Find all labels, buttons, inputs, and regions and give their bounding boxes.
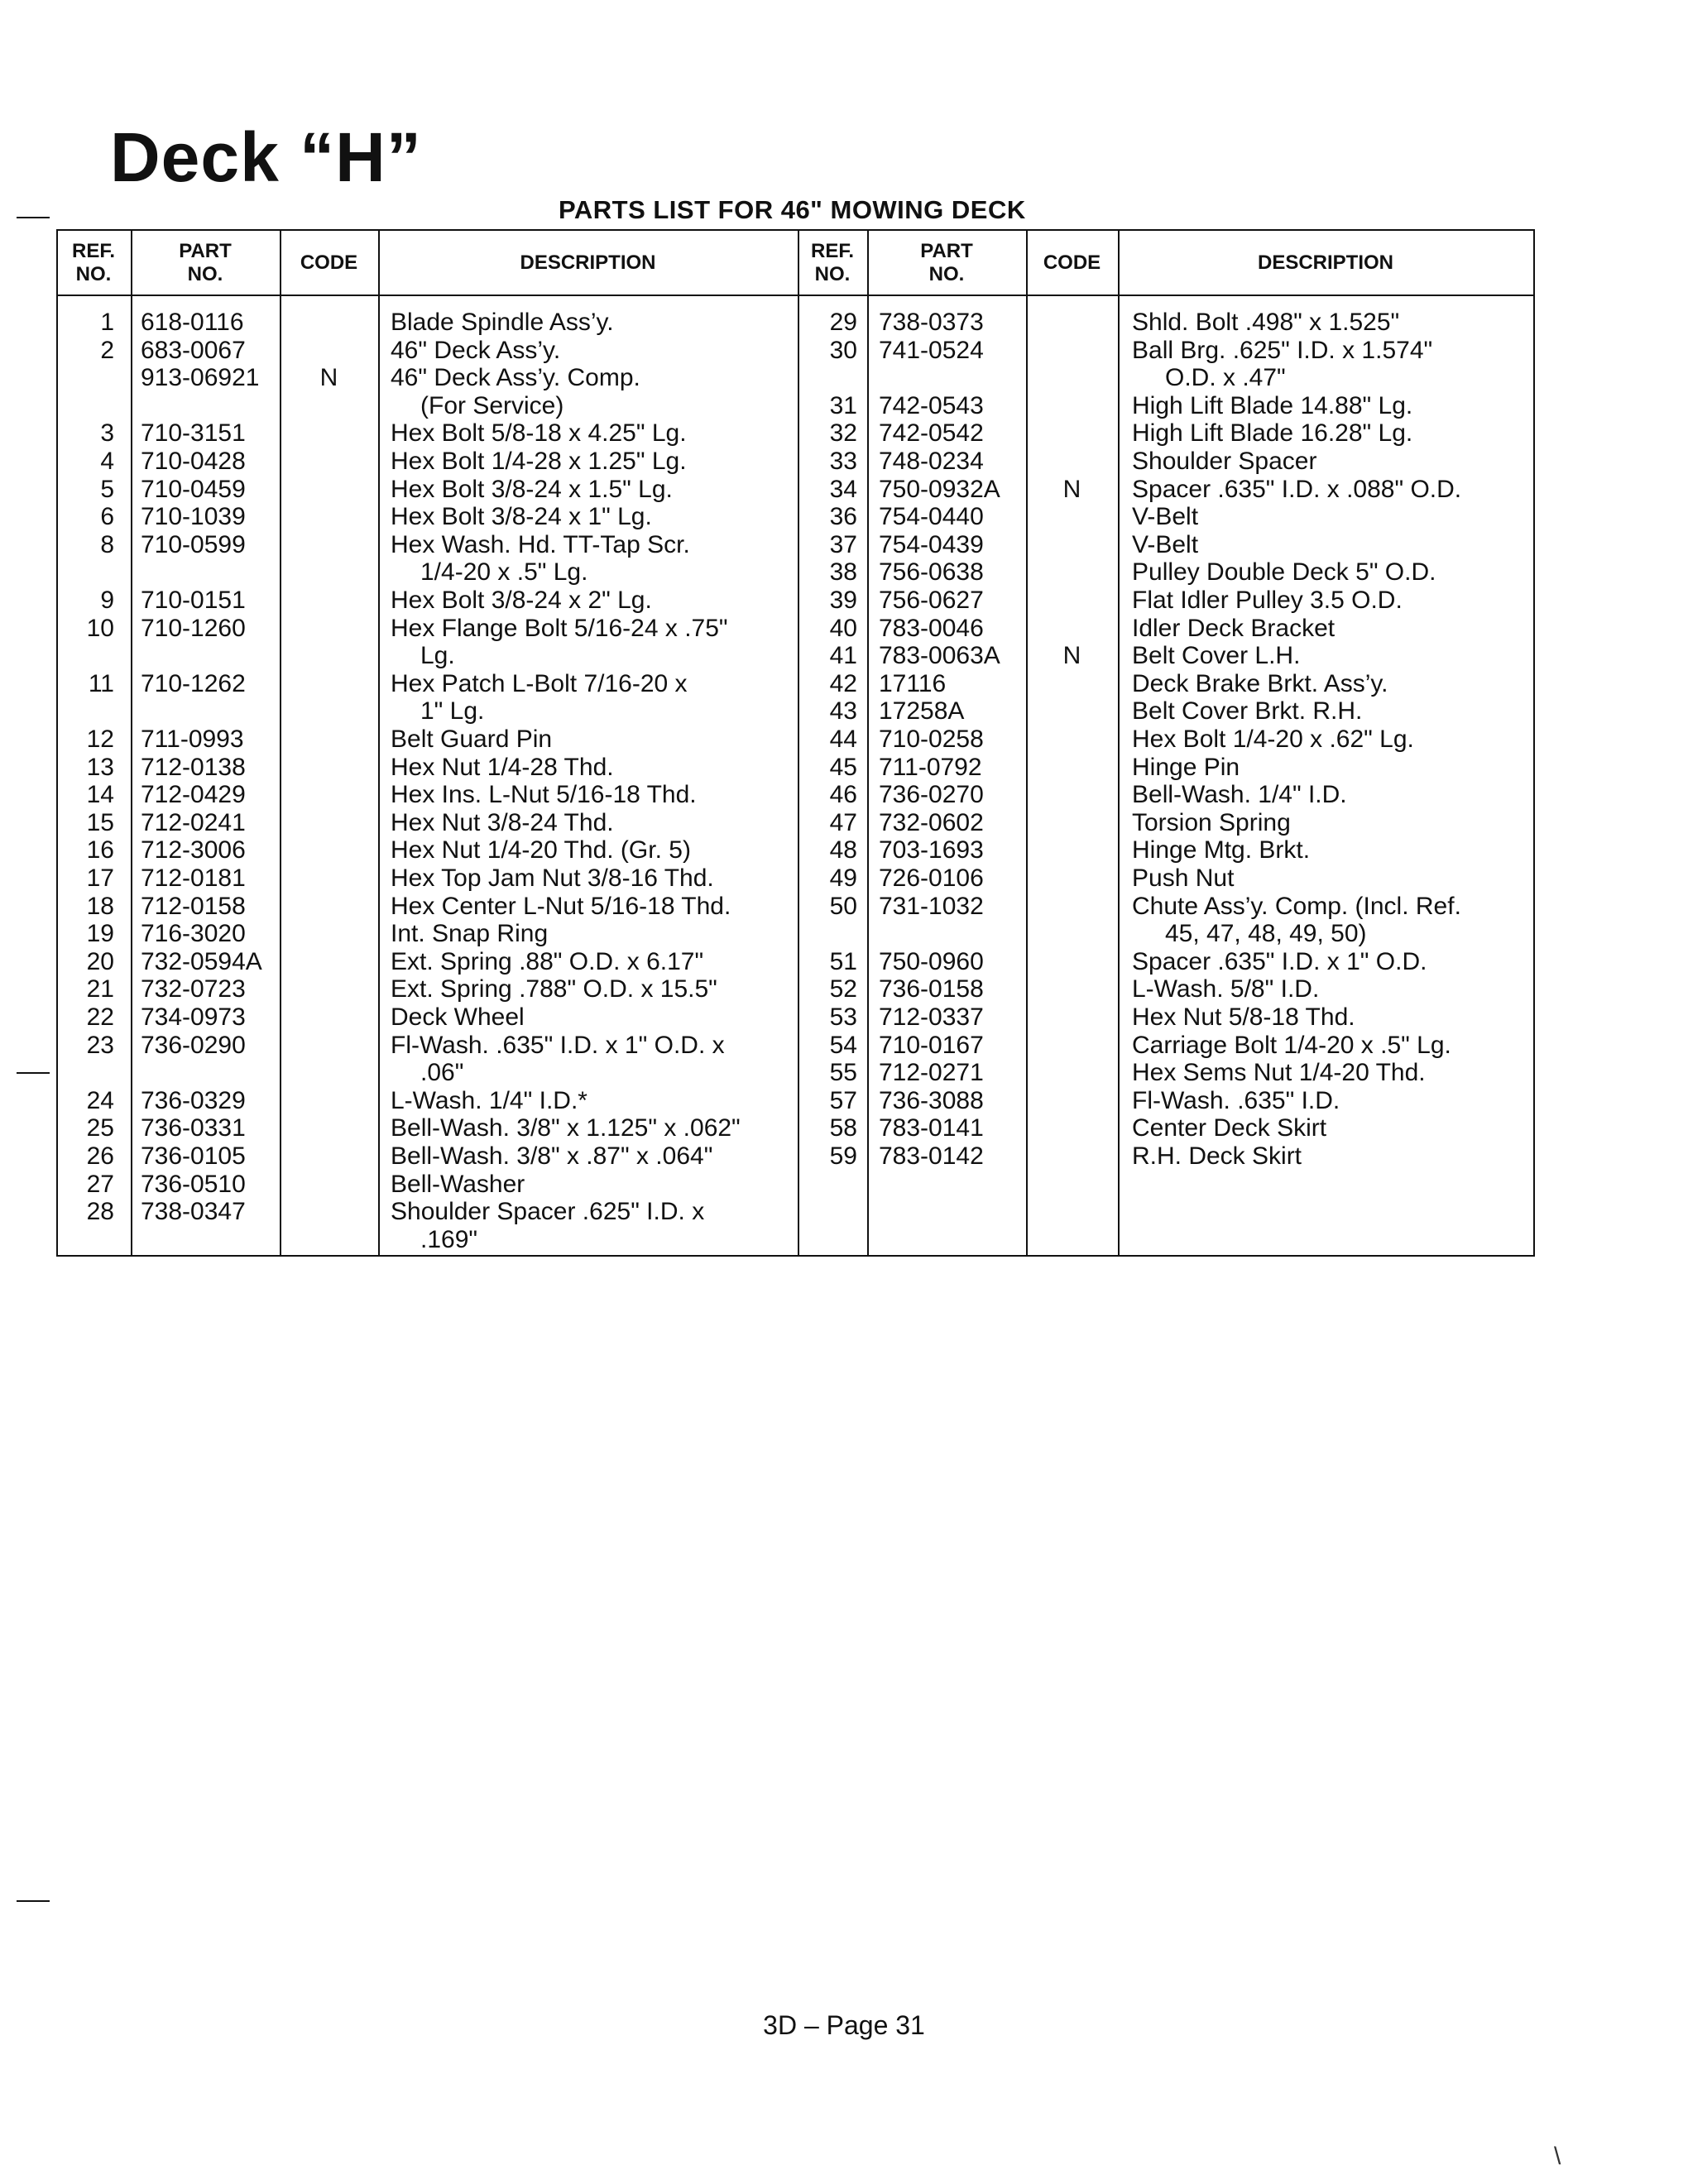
part-no-cell: 738-0347	[141, 1198, 246, 1226]
part-no-cell: 712-0337	[879, 1003, 984, 1031]
ref-no-cell: 36	[829, 503, 857, 531]
part-no-cell: 756-0638	[879, 558, 984, 587]
description-cell: Chute Ass’y. Comp. (Incl. Ref.	[1132, 892, 1461, 920]
description-cell: Ext. Spring .88" O.D. x 6.17"	[391, 947, 704, 975]
description-cell: Hex Top Jam Nut 3/8-16 Thd.	[391, 864, 714, 892]
part-no-cell: 703-1693	[879, 836, 984, 864]
header-ref-no	[798, 234, 867, 292]
ref-no-cell: 2	[100, 336, 114, 364]
ref-no-cell: 28	[86, 1198, 114, 1226]
part-no-cell: 741-0524	[879, 336, 984, 364]
table-row	[56, 364, 1535, 392]
description-cell: Flat Idler Pulley 3.5 O.D.	[1132, 587, 1403, 614]
ref-no-cell: 47	[829, 808, 857, 836]
part-no-cell: 710-0151	[141, 587, 246, 614]
description-cell: Deck Brake Brkt. Ass’y.	[1132, 669, 1388, 697]
header-code: CODE	[1043, 251, 1101, 274]
part-no-cell: 712-0271	[879, 1059, 984, 1087]
description-cell: Deck Wheel	[391, 1003, 525, 1031]
description-cell: Int. Snap Ring	[391, 920, 549, 948]
description-cell: .169"	[420, 1225, 478, 1253]
ref-no-cell: 11	[88, 669, 114, 697]
code-cell: N	[1062, 642, 1081, 670]
part-no-cell: 734-0973	[141, 1003, 246, 1031]
part-no-cell: 736-0290	[141, 1031, 246, 1059]
margin-mark	[17, 1900, 50, 1902]
part-no-cell: 710-3151	[141, 419, 246, 448]
description-cell: Hex Sems Nut 1/4-20 Thd.	[1132, 1059, 1426, 1087]
description-cell: 46" Deck Ass’y.	[391, 336, 561, 364]
ref-no-cell: 39	[829, 587, 857, 614]
description-cell: Hex Bolt 3/8-24 x 2" Lg.	[391, 587, 652, 614]
description-cell: Hex Bolt 1/4-20 x .62" Lg.	[1132, 726, 1414, 753]
description-cell: Carriage Bolt 1/4-20 x .5" Lg.	[1132, 1031, 1451, 1059]
part-no-cell: 754-0439	[879, 530, 984, 558]
description-cell: Hex Nut 3/8-24 Thd.	[391, 808, 614, 836]
table-row	[56, 1114, 1535, 1142]
ref-no-cell: 6	[100, 503, 114, 531]
ref-no-cell: 25	[86, 1114, 114, 1142]
description-cell: 1" Lg.	[420, 697, 485, 726]
description-cell: Spacer .635" I.D. x 1" O.D.	[1132, 947, 1427, 975]
ref-no-cell: 26	[86, 1142, 114, 1170]
table-row	[56, 670, 1535, 698]
table-row	[56, 864, 1535, 893]
ref-no-cell: 49	[829, 864, 857, 892]
table-row	[56, 1142, 1535, 1171]
table-row	[56, 337, 1535, 365]
parts-table	[56, 229, 1535, 1257]
table-row	[56, 697, 1535, 726]
part-no-cell: 710-0599	[141, 530, 246, 558]
code-cell: N	[1062, 475, 1081, 503]
header-part-line2: NO.	[187, 263, 223, 285]
ref-no-cell: 38	[829, 558, 857, 587]
description-cell: Hex Nut 1/4-28 Thd.	[391, 753, 614, 781]
header-ref-line2: NO.	[75, 263, 112, 285]
table-row	[56, 948, 1535, 976]
part-no-cell: 783-0141	[879, 1114, 984, 1142]
table-row	[56, 1226, 1535, 1254]
description-cell: L-Wash. 1/4" I.D.*	[391, 1086, 587, 1114]
ref-no-cell: 45	[829, 753, 857, 781]
part-no-cell: 710-1260	[141, 614, 246, 642]
description-cell: Push Nut	[1132, 864, 1235, 892]
part-no-cell: 710-1262	[141, 669, 246, 697]
ref-no-cell: 42	[829, 669, 857, 697]
part-no-cell: 710-0258	[879, 726, 984, 753]
part-no-cell: 712-0429	[141, 781, 246, 809]
table-row	[56, 1003, 1535, 1032]
table-row	[56, 975, 1535, 1003]
description-cell: Hex Bolt 1/4-28 x 1.25" Lg.	[391, 448, 687, 475]
ref-no-cell: 16	[86, 836, 114, 864]
ref-no-cell: 13	[86, 753, 114, 781]
description-cell: Lg.	[420, 642, 455, 670]
table-row	[56, 642, 1535, 670]
description-cell: L-Wash. 5/8" I.D.	[1132, 975, 1320, 1003]
part-no-cell: 710-0459	[141, 475, 246, 503]
table-row	[56, 448, 1535, 476]
header-part-line2: NO.	[928, 263, 965, 285]
description-cell: Hex Wash. Hd. TT-Tap Scr.	[391, 530, 690, 558]
part-no-cell: 736-0329	[141, 1086, 246, 1114]
part-no-cell: 756-0627	[879, 587, 984, 614]
table-row	[56, 1087, 1535, 1115]
part-no-cell: 711-0993	[141, 726, 244, 753]
table-row	[56, 893, 1535, 921]
ref-no-cell: 15	[86, 808, 114, 836]
description-cell: Shld. Bolt .498" x 1.525"	[1132, 309, 1400, 336]
description-cell: Hex Patch L-Bolt 7/16-20 x	[391, 669, 688, 697]
scan-mark: \	[1554, 2143, 1561, 2170]
ref-no-cell: 50	[829, 892, 857, 920]
part-no-cell: 732-0594A	[141, 947, 262, 975]
ref-no-cell: 5	[100, 475, 114, 503]
ref-no-cell: 32	[829, 419, 857, 448]
header-part-line1: PART	[179, 240, 232, 262]
ref-no-cell: 27	[86, 1170, 114, 1198]
ref-no-cell: 10	[86, 614, 114, 642]
description-cell: Pulley Double Deck 5" O.D.	[1132, 558, 1436, 587]
ref-no-cell: 40	[829, 614, 857, 642]
description-cell: Hex Nut 5/8-18 Thd.	[1132, 1003, 1355, 1031]
ref-no-cell: 48	[829, 836, 857, 864]
table-row	[56, 809, 1535, 837]
description-cell: Bell-Wash. 1/4" I.D.	[1132, 781, 1347, 809]
ref-no-cell: 54	[829, 1031, 857, 1059]
header-part-line1: PART	[920, 240, 973, 262]
margin-mark	[17, 217, 50, 218]
part-no-cell: 17258A	[879, 697, 965, 726]
part-no-cell: 17116	[879, 669, 947, 697]
ref-no-cell: 33	[829, 448, 857, 475]
part-no-cell: 712-0138	[141, 753, 246, 781]
ref-no-cell: 41	[829, 642, 857, 670]
ref-no-cell: 29	[829, 309, 857, 336]
description-cell: Hinge Pin	[1132, 753, 1240, 781]
ref-no-cell: 23	[86, 1031, 114, 1059]
part-no-cell: 736-0510	[141, 1170, 246, 1198]
description-cell: Hex Center L-Nut 5/16-18 Thd.	[391, 892, 731, 920]
ref-no-cell: 3	[100, 419, 114, 448]
table-row	[56, 309, 1535, 337]
header-ref-line2: NO.	[814, 263, 851, 285]
table-bottom-border	[56, 1255, 1535, 1257]
table-row	[56, 615, 1535, 643]
part-no-cell: 712-0241	[141, 808, 246, 836]
ref-no-cell: 58	[829, 1114, 857, 1142]
part-no-cell: 712-0181	[141, 864, 246, 892]
ref-no-cell: 43	[829, 697, 857, 726]
part-no-cell: 732-0602	[879, 808, 984, 836]
header-description: DESCRIPTION	[520, 251, 656, 274]
ref-no-cell: 4	[100, 448, 114, 475]
ref-no-cell: 44	[829, 726, 857, 753]
table-row	[56, 392, 1535, 420]
table-row	[56, 726, 1535, 754]
page-number: 3D – Page 31	[763, 2010, 925, 2040]
part-no-cell: 710-0428	[141, 448, 246, 475]
part-no-cell: 711-0792	[879, 753, 982, 781]
description-cell: High Lift Blade 14.88" Lg.	[1132, 391, 1413, 419]
ref-no-cell: 22	[86, 1003, 114, 1031]
description-cell: Bell-Washer	[391, 1170, 525, 1198]
table-row	[56, 419, 1535, 448]
description-cell: Belt Guard Pin	[391, 726, 553, 753]
header-ref-line1: REF.	[810, 240, 854, 262]
part-no-cell: 712-0158	[141, 892, 246, 920]
part-no-cell: 710-0167	[879, 1031, 984, 1059]
table-row	[56, 836, 1535, 864]
table-row	[56, 503, 1535, 531]
part-no-cell: 736-0270	[879, 781, 984, 809]
ref-no-cell: 1	[100, 309, 114, 336]
description-cell: Ball Brg. .625" I.D. x 1.574"	[1132, 336, 1433, 364]
part-no-cell: 736-0158	[879, 975, 984, 1003]
description-cell: Belt Cover Brkt. R.H.	[1132, 697, 1363, 726]
description-cell: Bell-Wash. 3/8" x .87" x .064"	[391, 1142, 713, 1170]
description-cell: Fl-Wash. .635" I.D.	[1132, 1086, 1340, 1114]
table-row	[56, 531, 1535, 559]
part-no-cell: 750-0932A	[879, 475, 1000, 503]
part-no-cell: 683-0067	[141, 336, 246, 364]
ref-no-cell: 53	[829, 1003, 857, 1031]
description-cell: Belt Cover L.H.	[1132, 642, 1301, 670]
ref-no-cell: 24	[86, 1086, 114, 1114]
part-no-cell: 783-0063A	[879, 642, 1000, 670]
description-cell: .06"	[420, 1059, 464, 1087]
part-no-cell: 748-0234	[879, 448, 984, 475]
ref-no-cell: 46	[829, 781, 857, 809]
part-no-cell: 712-3006	[141, 836, 246, 864]
ref-no-cell: 14	[86, 781, 114, 809]
table-row	[56, 1059, 1535, 1087]
description-cell: Hex Bolt 3/8-24 x 1" Lg.	[391, 503, 652, 531]
ref-no-cell: 59	[829, 1142, 857, 1170]
description-cell: Hex Ins. L-Nut 5/16-18 Thd.	[391, 781, 697, 809]
ref-no-cell: 57	[829, 1086, 857, 1114]
description-cell: (For Service)	[420, 391, 564, 419]
table-row	[56, 781, 1535, 809]
part-no-cell: 783-0046	[879, 614, 984, 642]
part-no-cell: 731-1032	[879, 892, 984, 920]
description-cell: High Lift Blade 16.28" Lg.	[1132, 419, 1413, 448]
part-no-cell: 783-0142	[879, 1142, 984, 1170]
part-no-cell: 750-0960	[879, 947, 984, 975]
description-cell: V-Belt	[1132, 530, 1199, 558]
ref-no-cell: 37	[829, 530, 857, 558]
part-no-cell: 736-3088	[879, 1086, 984, 1114]
ref-no-cell: 19	[86, 920, 114, 948]
ref-no-cell: 51	[829, 947, 857, 975]
ref-no-cell: 9	[100, 587, 114, 614]
table-row	[56, 920, 1535, 948]
table-row	[56, 1032, 1535, 1060]
header-bottom-border	[56, 295, 1535, 296]
description-cell: Hex Flange Bolt 5/16-24 x .75"	[391, 614, 728, 642]
description-cell: Hex Bolt 5/8-18 x 4.25" Lg.	[391, 419, 687, 448]
description-cell: Center Deck Skirt	[1132, 1114, 1327, 1142]
part-no-cell: 716-3020	[141, 920, 246, 948]
part-no-cell: 742-0542	[879, 419, 984, 448]
header-description: DESCRIPTION	[1257, 251, 1393, 274]
header-part-no	[867, 234, 1026, 292]
part-no-cell: 738-0373	[879, 309, 984, 336]
description-cell: Blade Spindle Ass’y.	[391, 309, 614, 336]
table-row	[56, 476, 1535, 504]
part-no-cell: 732-0723	[141, 975, 246, 1003]
ref-no-cell: 20	[86, 947, 114, 975]
ref-no-cell: 17	[86, 864, 114, 892]
description-cell: Hex Nut 1/4-20 Thd. (Gr. 5)	[391, 836, 691, 864]
ref-no-cell: 18	[86, 892, 114, 920]
ref-no-cell: 8	[100, 530, 114, 558]
part-no-cell: 736-0105	[141, 1142, 246, 1170]
table-row	[56, 1198, 1535, 1226]
description-cell: Hex Bolt 3/8-24 x 1.5" Lg.	[391, 475, 673, 503]
code-cell: N	[319, 364, 338, 392]
description-cell: 46" Deck Ass’y. Comp.	[391, 364, 640, 392]
table-top-border	[56, 229, 1535, 231]
description-cell: 45, 47, 48, 49, 50)	[1165, 920, 1367, 948]
ref-no-cell: 52	[829, 975, 857, 1003]
description-cell: Ext. Spring .788" O.D. x 15.5"	[391, 975, 717, 1003]
part-no-cell: 736-0331	[141, 1114, 246, 1142]
description-cell: O.D. x .47"	[1165, 364, 1286, 392]
header-ref-no	[56, 234, 131, 292]
description-cell: V-Belt	[1132, 503, 1199, 531]
header-ref-line1: REF.	[71, 240, 115, 262]
ref-no-cell: 34	[829, 475, 857, 503]
table-row	[56, 558, 1535, 587]
description-cell: Fl-Wash. .635" I.D. x 1" O.D. x	[391, 1031, 725, 1059]
part-no-cell: 742-0543	[879, 391, 984, 419]
description-cell: Hinge Mtg. Brkt.	[1132, 836, 1311, 864]
ref-no-cell: 21	[86, 975, 114, 1003]
part-no-cell: 726-0106	[879, 864, 984, 892]
description-cell: Shoulder Spacer	[1132, 448, 1317, 475]
table-row	[56, 587, 1535, 615]
description-cell: Torsion Spring	[1132, 808, 1291, 836]
description-cell: Spacer .635" I.D. x .088" O.D.	[1132, 475, 1462, 503]
table-row	[56, 1171, 1535, 1199]
ref-no-cell: 31	[829, 391, 857, 419]
part-no-cell: 618-0116	[141, 309, 244, 336]
description-cell: 1/4-20 x .5" Lg.	[420, 558, 588, 587]
ref-no-cell: 30	[829, 336, 857, 364]
description-cell: Shoulder Spacer .625" I.D. x	[391, 1198, 705, 1226]
description-cell: Bell-Wash. 3/8" x 1.125" x .062"	[391, 1114, 741, 1142]
page-title: Deck “H”	[110, 118, 422, 196]
ref-no-cell: 12	[86, 726, 114, 753]
ref-no-cell: 55	[829, 1059, 857, 1087]
description-cell: Idler Deck Bracket	[1132, 614, 1336, 642]
table-subtitle: PARTS LIST FOR 46" MOWING DECK	[559, 195, 1026, 224]
part-no-cell: 710-1039	[141, 503, 246, 531]
margin-mark	[17, 1072, 50, 1074]
header-code: CODE	[300, 251, 358, 274]
part-no-cell: 754-0440	[879, 503, 984, 531]
header-part-no	[131, 234, 280, 292]
description-cell: R.H. Deck Skirt	[1132, 1142, 1302, 1170]
table-row	[56, 754, 1535, 782]
part-no-cell: 913-06921	[141, 364, 260, 392]
